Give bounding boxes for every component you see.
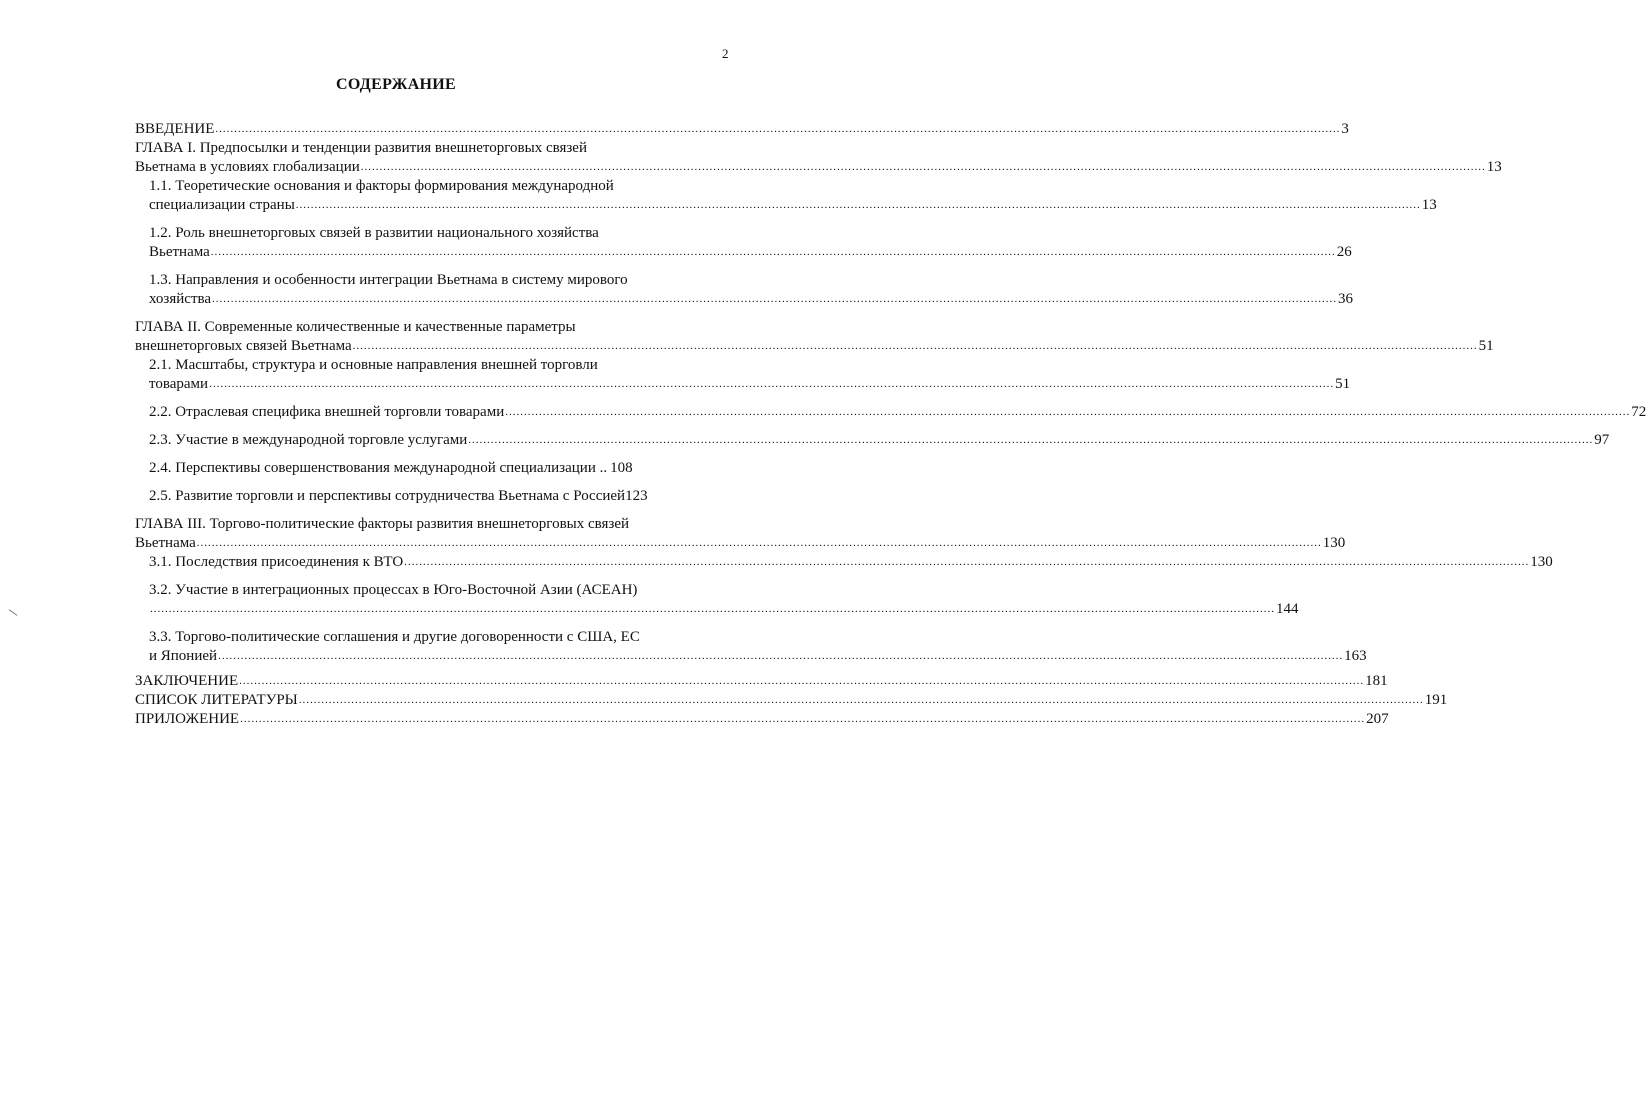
toc-entry-title-cont: товарами xyxy=(149,376,209,392)
toc-entry-title-cont: специализации страны xyxy=(149,197,295,213)
toc-page-number: 72 xyxy=(1631,404,1646,420)
toc-page-number: 144 xyxy=(1276,601,1299,617)
toc-entry-1-1[interactable]: 1.1. Теоретические основания и факторы формирования международной специализации страны ............................................................................................................................................................................................................................................................................................................ 13 xyxy=(149,178,1437,213)
toc-entry-title-cont: хозяйства xyxy=(149,291,212,307)
toc-entry-3-1[interactable]: 3.1. Последствия присоединения к ВТО ............................................................................................................................................................................................................................................................................................................ 130 xyxy=(149,554,1553,570)
toc-entry-title: 3.1. Последствия присоединения к ВТО xyxy=(149,554,404,570)
toc-page-number: 191 xyxy=(1424,692,1448,708)
toc-entry-title: 1.3. Направления и особенности интеграции Вьетнама в систему мирового xyxy=(149,272,628,288)
toc-entry-references[interactable]: СПИСОК ЛИТЕРАТУРЫ ............................................................................................................................................................................................................................................................................................................ 191 xyxy=(135,692,1448,708)
toc-entry-title-cont: Вьетнама в условиях глобализации xyxy=(135,159,360,175)
toc-entry-title-cont: Вьетнама xyxy=(135,535,196,551)
toc-entry-title-cont: внешнеторговых связей Вьетнама xyxy=(135,338,352,354)
toc-page-number: 130 xyxy=(1322,535,1346,551)
toc-page-number: 181 xyxy=(1365,673,1388,689)
page-title: СОДЕРЖАНИЕ xyxy=(335,76,457,93)
toc-entry-title-cont: Вьетнама xyxy=(149,244,210,260)
toc-entry-2-1[interactable]: 2.1. Масштабы, структура и основные направления внешней торговли товарами ............................................................................................................................................................................................................................................................................................................ 51 xyxy=(149,357,1351,392)
toc-page-number: 13 xyxy=(1486,159,1502,175)
toc-entry-conclusion[interactable]: ЗАКЛЮЧЕНИЕ ............................................................................................................................................................................................................................................................................................................ 181 xyxy=(135,673,1388,689)
toc-entry-title: 1.2. Роль внешнеторговых связей в развитии национального хозяйства xyxy=(149,225,599,241)
toc-entry-chapter-1[interactable]: ГЛАВА I. Предпосылки и тенденции развития внешнеторговых связей Вьетнама в условиях глобализации ............................................................................................................................................................................................................................................................................................................ 13 xyxy=(135,140,1502,175)
toc-page-number: 207 xyxy=(1366,711,1389,727)
toc-entry-2-5[interactable] xyxy=(135,487,718,506)
toc-page-number: 51 xyxy=(1478,338,1494,354)
toc-entry-title: ВВЕДЕНИЕ xyxy=(135,121,215,137)
toc-entry-title-cont: и Японией xyxy=(149,648,218,664)
toc-entry-2-2[interactable]: 2.2. Отраслевая специфика внешней торговли товарами ............................................................................................................................................................................................................................................................................................................ 72 xyxy=(149,404,1646,420)
toc-page-number: 13 xyxy=(1421,197,1437,213)
toc-entry-title: 3.3. Торгово-политические соглашения и другие договоренности с США, ЕС xyxy=(149,629,640,645)
toc-entry-title: ГЛАВА I. Предпосылки и тенденции развития внешнеторговых связей xyxy=(135,140,587,156)
toc-entry-title: ЗАКЛЮЧЕНИЕ xyxy=(135,673,239,689)
scan-artifact-mark xyxy=(9,609,18,616)
toc-page-number: 123 xyxy=(625,488,648,504)
toc-entry-3-3[interactable]: 3.3. Торгово-политические соглашения и другие договоренности с США, ЕС и Японией ............................................................................................................................................................................................................................................................................................................ 163 xyxy=(149,629,1367,664)
toc-entry-title: ПРИЛОЖЕНИЕ xyxy=(135,711,240,727)
toc-entry-1-2[interactable]: 1.2. Роль внешнеторговых связей в развитии национального хозяйства Вьетнама ............................................................................................................................................................................................................................................................................................................ 26 xyxy=(149,225,1352,260)
table-of-contents xyxy=(135,120,1646,729)
toc-page-number: 51 xyxy=(1335,376,1351,392)
toc-entry-title: СПИСОК ЛИТЕРАТУРЫ xyxy=(135,692,298,708)
toc-entry-title: 2.3. Участие в международной торговле услугами xyxy=(149,432,468,448)
toc-entry-appendix[interactable]: ПРИЛОЖЕНИЕ ............................................................................................................................................................................................................................................................................................................ 207 xyxy=(135,711,1389,727)
toc-entry-title: ГЛАВА III. Торгово-политические факторы развития внешнеторговых связей xyxy=(135,516,630,532)
toc-entry-intro[interactable]: ВВЕДЕНИЕ ............................................................................................................................................................................................................................................................................................................ 3 xyxy=(135,121,1349,137)
toc-page-number: 130 xyxy=(1530,554,1553,570)
toc-page-number: 163 xyxy=(1344,648,1367,664)
toc-page-number: 3 xyxy=(1341,121,1349,137)
toc-entry-title: 2.5. Развитие торговли и перспективы сотрудничества Вьетнама с Россией xyxy=(149,488,626,504)
toc-entry-title: 2.1. Масштабы, структура и основные направления внешней торговли xyxy=(149,357,598,373)
toc-page-number: 36 xyxy=(1338,291,1354,307)
toc-entry-3-2[interactable]: 3.2. Участие в интеграционных процессах в Юго-Восточной Азии (АСЕАН) ............................................................................................................................................................................................................................................................................................................ 144 xyxy=(149,582,1299,617)
toc-entry-title: 2.2. Отраслевая специфика внешней торговли товарами xyxy=(149,404,505,420)
toc-entry-title: 1.1. Теоретические основания и факторы формирования международной xyxy=(149,178,614,194)
toc-entry-title: 2.4. Перспективы совершенствования международной специализации .. xyxy=(149,460,608,476)
toc-page-number: 108 xyxy=(610,460,633,476)
toc-entry-title: 3.2. Участие в интеграционных процессах в Юго-Восточной Азии (АСЕАН) xyxy=(149,582,638,598)
toc-entry-2-3[interactable]: 2.3. Участие в международной торговле услугами ............................................................................................................................................................................................................................................................................................................ 97 xyxy=(149,432,1610,448)
toc-entry-title: ГЛАВА II. Современные количественные и качественные параметры xyxy=(135,319,576,335)
toc-page-number: 26 xyxy=(1336,244,1352,260)
toc-entry-chapter-2[interactable]: ГЛАВА II. Современные количественные и качественные параметры внешнеторговых связей Вьетнама ............................................................................................................................................................................................................................................................................................................ 51 xyxy=(135,319,1494,354)
toc-entry-1-3[interactable]: 1.3. Направления и особенности интеграции Вьетнама в систему мирового хозяйства ............................................................................................................................................................................................................................................................................................................ 36 xyxy=(149,272,1354,307)
toc-entry-2-4[interactable] xyxy=(135,459,718,478)
toc-page-number: 97 xyxy=(1594,432,1610,448)
page-number: 2 xyxy=(722,46,729,61)
toc-entry-chapter-3[interactable]: ГЛАВА III. Торгово-политические факторы развития внешнеторговых связей Вьетнама ............................................................................................................................................................................................................................................................................................................ 130 xyxy=(135,516,1346,551)
